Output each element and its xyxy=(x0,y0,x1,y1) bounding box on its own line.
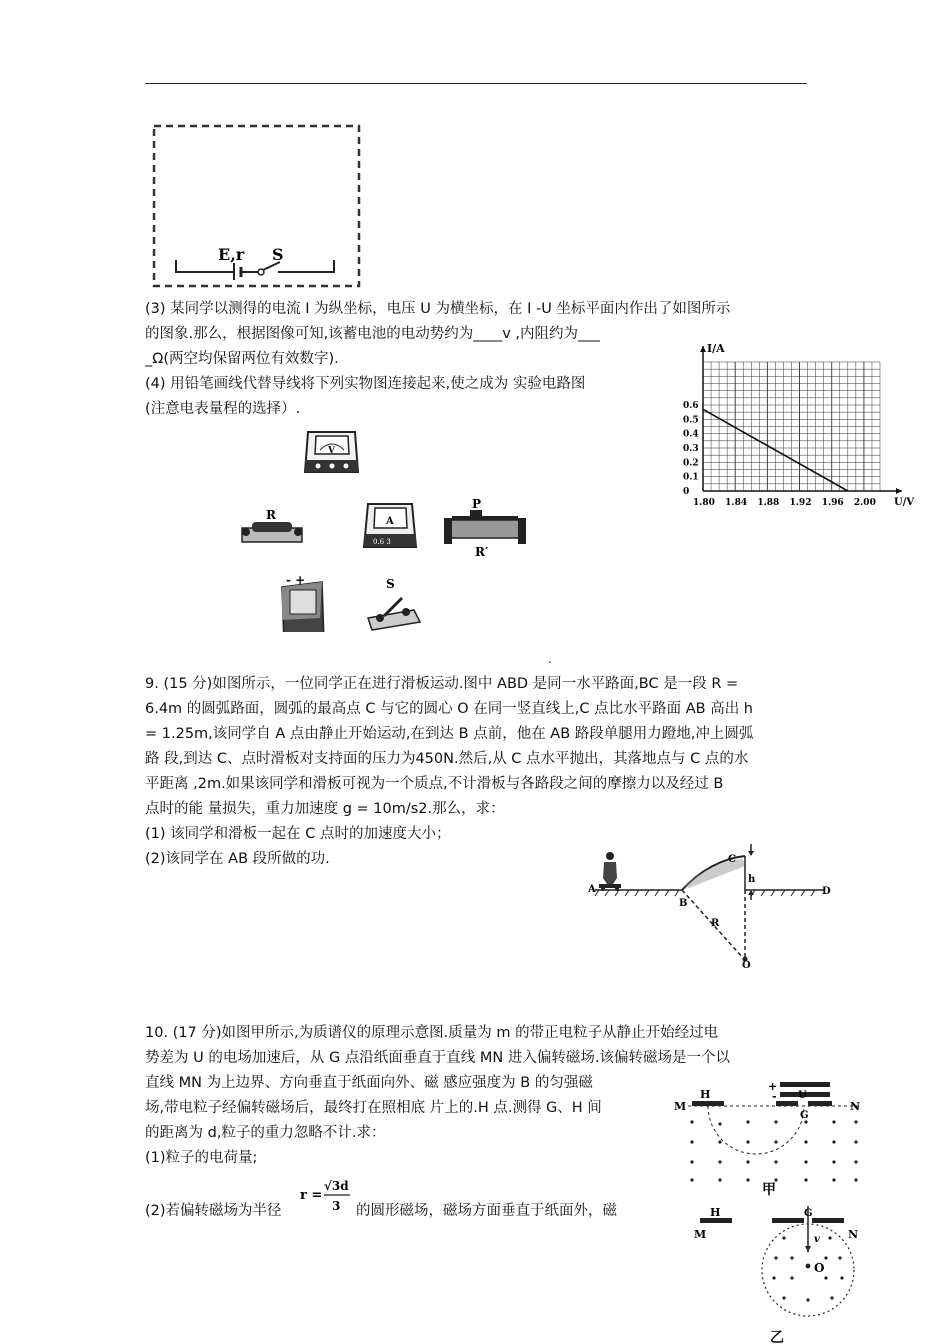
fig-a-label-m: M xyxy=(674,1100,687,1113)
switch-label: S xyxy=(272,245,284,264)
fig9-label-c: C xyxy=(728,854,736,865)
q9-line-6: 点时的能 量损失，重力加速度 g = 10m/s2.那么，求： xyxy=(145,801,505,817)
instruments-figure xyxy=(230,422,540,632)
q10-sub-1: (1)粒子的电荷量; xyxy=(145,1150,258,1166)
y-tick-label: 0.4 xyxy=(683,429,699,440)
voltmeter xyxy=(305,432,358,472)
fig9-label-o: O xyxy=(742,960,751,968)
y-axis-arrow xyxy=(700,346,706,352)
mass-spectrometer-figure-b xyxy=(680,1206,870,1344)
q9-line-4: 路 段,到达 C、点时滑板对支持面的压力为450N.然后,从 C 点水平抛出，其落地点与 C 点的水 xyxy=(145,751,749,767)
x-tick-label: 1.84 xyxy=(725,498,748,508)
q10-line-2: 势差为 U 的电场加速后，从 G 点沿纸面垂直于直线 MN 进入偏转磁场.该偏转磁场是一个以 xyxy=(145,1050,730,1066)
q9-sub-1: (1) 该同学和滑板一起在 C 点时的加速度大小； xyxy=(145,826,451,842)
circuit-box-figure xyxy=(148,120,368,292)
y-tick-label: 0.1 xyxy=(683,472,699,483)
x-tick-label: 2.00 xyxy=(853,498,876,508)
fig-a-label-h: H xyxy=(700,1088,711,1101)
x-axis-arrow xyxy=(896,488,902,494)
x-axis-label: U/V xyxy=(894,497,915,508)
q9-sub-2: (2)该同学在 AB 段所做的功. xyxy=(145,851,330,867)
fig-b-label-h: H xyxy=(710,1206,721,1219)
q10-line-4: 场,带电粒子经偏转磁场后，最终打在照相底 片上的.H 点.测得 G、H 间 xyxy=(145,1100,602,1116)
resistor xyxy=(242,508,302,542)
fig-a-label-n: N xyxy=(850,1100,861,1113)
q9-line-5: 平距离 ,2m.如果该同学和滑板可视为一个质点,不计滑板与各路段之间的摩擦力以及经过 B xyxy=(145,776,724,792)
y-axis-label: I/A xyxy=(707,342,725,355)
q3-line-2: 的图象.那么，根据图像可知,该蓄电池的电动势约为____v ,内阻约为___ xyxy=(145,326,600,342)
fig9-label-a: A xyxy=(588,884,596,895)
fig-b-label-n: N xyxy=(848,1228,859,1241)
q4-line-2: (注意电表量程的选择）. xyxy=(145,401,301,417)
q9-line-1: 9. (15 分)如图所示，一位同学正在进行滑板运动.图中 ABD 是同一水平路面,BC 是一段 R = xyxy=(145,676,739,692)
fig-b-label-o: O xyxy=(814,1261,825,1275)
q9-line-3: = 1.25m,该同学自 A 点由静止开始运动,在到达 B 点前，他在 AB 路段单腿用力蹬地,冲上圆弧 xyxy=(145,726,754,742)
formula-numerator: √3d xyxy=(324,1179,349,1193)
skateboard-figure xyxy=(585,840,835,968)
header-rule xyxy=(145,83,807,84)
chart-grid xyxy=(703,362,880,491)
switch-label-2: S xyxy=(386,577,395,591)
mass-spectrometer-figure-a xyxy=(670,1072,870,1200)
fig-b-label-g: G xyxy=(804,1208,813,1219)
fig-a-label-u: U xyxy=(798,1090,807,1101)
resistor-label: R xyxy=(266,508,276,522)
fig9-label-h: h xyxy=(748,874,756,885)
knife-switch xyxy=(368,577,420,630)
radius-formula xyxy=(298,1172,354,1216)
chart-axes xyxy=(700,346,902,494)
ammeter-label: A xyxy=(386,516,394,527)
y-tick-label: 0.3 xyxy=(683,444,699,454)
fig9-label-b: B xyxy=(679,898,688,909)
x-tick-label: 1.80 xyxy=(693,498,715,508)
x-tick-label: 1.88 xyxy=(757,498,780,508)
stray-dot: . xyxy=(548,652,552,666)
q10-line-5: 的距离为 d,粒子的重力忽略不计.求： xyxy=(145,1125,386,1141)
fig-a-plus: + xyxy=(768,1080,778,1093)
y-tick-label: 0.5 xyxy=(683,415,699,426)
iu-chart xyxy=(668,336,918,518)
q3-line-1: (3) 某同学以测得的电流 I 为纵坐标，电压 U 为横坐标，在 I -U 坐标平面内作出了如图所示 xyxy=(145,301,731,317)
q3-line-3: _Ω(两空均保留两位有效数字). xyxy=(145,351,339,367)
fig-a-minus: - xyxy=(772,1090,777,1103)
battery xyxy=(282,573,324,632)
q9-line-2: 6.4m 的圆弧路面，圆弧的最高点 C 与它的圆心 O 在同一竖直线上,C 点比水平路面 AB 高出 h xyxy=(145,701,753,717)
x-tick-label: 1.96 xyxy=(821,498,844,508)
voltmeter-label: V xyxy=(328,446,335,456)
fig-a-caption: 甲 xyxy=(762,1182,776,1198)
fig-b-label-m: M xyxy=(694,1228,707,1241)
q10-line-1: 10. (17 分)如图甲所示,为质谱仪的原理示意图.质量为 m 的带正电粒子从静止开始经过电 xyxy=(145,1025,719,1041)
chart-labels xyxy=(683,342,914,508)
y-tick-label: 0.2 xyxy=(683,458,699,469)
rheostat-r-label: R′ xyxy=(475,545,489,559)
q10-sub-2-post: 的圆形磁场，磁场方面垂直于纸面外，磁 xyxy=(356,1203,617,1219)
fig-b-caption: 乙 xyxy=(770,1330,784,1344)
fig-a-label-g: G xyxy=(800,1110,809,1121)
q4-line-1: (4) 用铅笔画线代替导线将下列实物图连接起来,使之成为 实验电路图 xyxy=(145,376,586,392)
fig-b-label-v: v xyxy=(814,1234,820,1245)
fig9-label-d: D xyxy=(822,886,831,897)
x-tick-label: 1.92 xyxy=(789,498,812,508)
formula-denominator: 3 xyxy=(332,1199,341,1213)
q10-sub-2-pre: (2)若偏转磁场为半径 xyxy=(145,1203,282,1219)
ammeter-scale: 0.6 3 xyxy=(373,538,391,546)
ammeter xyxy=(364,504,416,547)
q10-line-3: 直线 MN 为上边界、方向垂直于纸面向外、磁 感应强度为 B 的匀强磁 xyxy=(145,1075,593,1091)
battery-label: E,r xyxy=(218,245,245,264)
y-tick-label: 0.6 xyxy=(683,401,699,411)
formula-r: r = xyxy=(300,1188,323,1203)
y-tick-label: 0 xyxy=(683,487,690,497)
fig9-label-r: R xyxy=(711,918,720,929)
battery-signs: - + xyxy=(286,573,306,587)
rheostat xyxy=(444,497,526,559)
rheostat-p-label: P xyxy=(472,497,482,511)
